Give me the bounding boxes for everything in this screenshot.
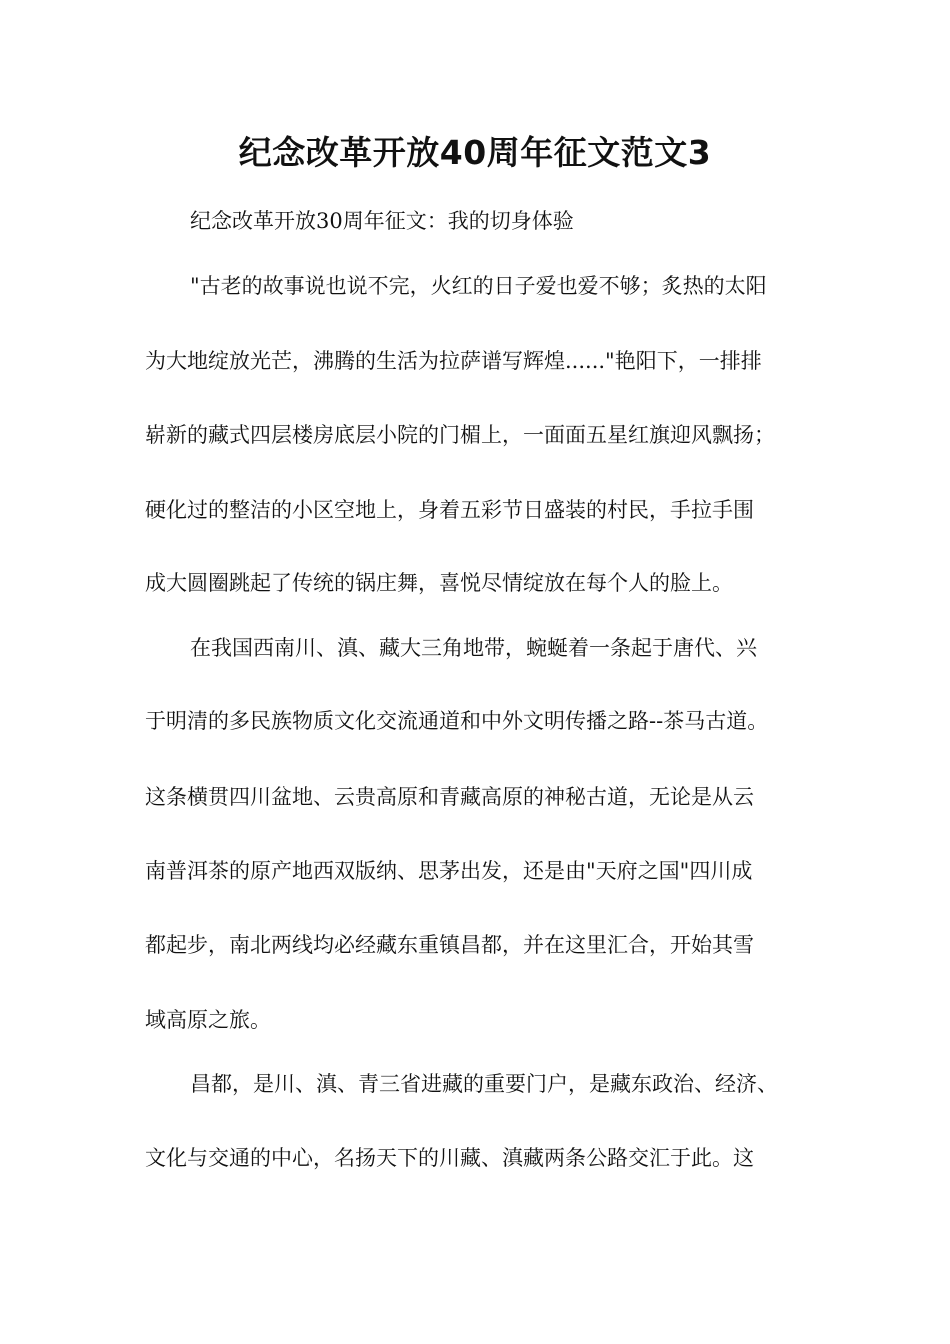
paragraph-1-line-4: 硬化过的整洁的小区空地上，身着五彩节日盛装的村民，手拉手围 <box>145 498 754 522</box>
paragraph-2-line-3: 这条横贯四川盆地、云贵高原和青藏高原的神秘古道，无论是从云 <box>145 785 754 809</box>
paragraph-1-line-3: 崭新的藏式四层楼房底层小院的门楣上，一面面五星红旗迎风飘扬； <box>145 423 775 447</box>
paragraph-3-line-2: 文化与交通的中心，名扬天下的川藏、滇藏两条公路交汇于此。这 <box>145 1146 754 1170</box>
document-subtitle: 纪念改革开放30周年征文：我的切身体验 <box>190 209 574 233</box>
paragraph-1-line-1: "古老的故事说也说不完，火红的日子爱也爱不够；炙热的太阳 <box>190 274 767 298</box>
paragraph-2-line-6: 域高原之旅。 <box>145 1008 271 1032</box>
paragraph-2-line-4: 南普洱茶的原产地西双版纳、思茅出发，还是由"天府之国"四川成 <box>145 859 753 883</box>
paragraph-2-line-1: 在我国西南川、滇、藏大三角地带，蜿蜒着一条起于唐代、兴 <box>190 636 757 660</box>
paragraph-2-line-2: 于明清的多民族物质文化交流通道和中外文明传播之路--茶马古道。 <box>145 709 769 733</box>
paragraph-1-line-2: 为大地绽放光芒，沸腾的生活为拉萨谱写辉煌......"艳阳下，一排排 <box>145 349 762 373</box>
paragraph-1-line-5: 成大圆圈跳起了传统的锅庄舞，喜悦尽情绽放在每个人的脸上。 <box>145 571 733 595</box>
document-title: 纪念改革开放40周年征文范文3 <box>238 133 712 172</box>
paragraph-3-line-1: 昌都，是川、滇、青三省进藏的重要门户，是藏东政治、经济、 <box>190 1072 778 1096</box>
paragraph-2-line-5: 都起步，南北两线均必经藏东重镇昌都，并在这里汇合，开始其雪 <box>145 933 754 957</box>
